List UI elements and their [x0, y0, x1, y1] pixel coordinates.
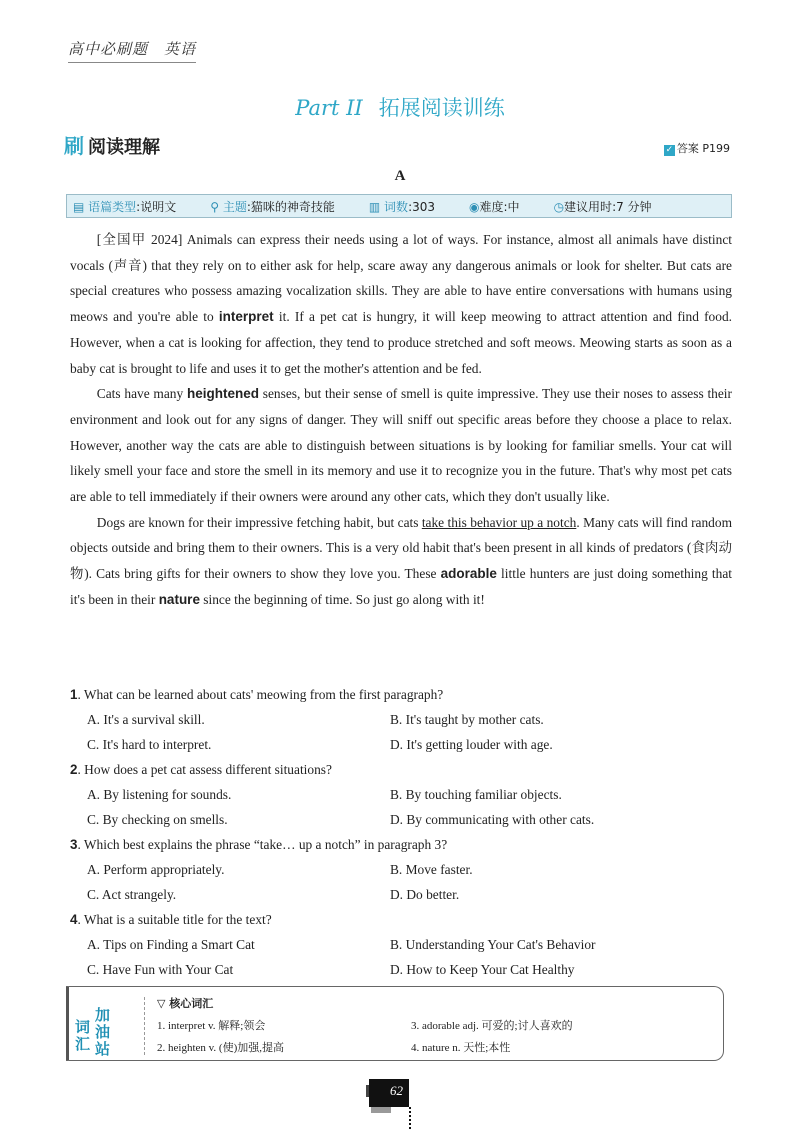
- info-difficulty: [469, 198, 520, 215]
- passage-label: A: [394, 168, 406, 184]
- paragraph-2: [70, 381, 732, 510]
- vocab-item: 4. nature n. 天性;本性: [411, 1042, 511, 1054]
- question-text: . What can be learned about cats' meowing from the first paragraph?: [77, 687, 444, 702]
- info-value: :303: [408, 199, 436, 214]
- vocab-item: 3. adorable adj. 可爱的;讨人喜欢的: [411, 1020, 573, 1032]
- page-decoration: [409, 1107, 411, 1129]
- underlined-phrase: take this behavior up a notch: [421, 514, 577, 530]
- book-header: 高中必刷题 英语: [68, 38, 196, 63]
- option-a[interactable]: A. Perform appropriately.: [87, 862, 225, 877]
- question-number: 4: [70, 912, 78, 927]
- clock-icon: ◷: [553, 199, 565, 214]
- question-number: 2: [70, 762, 78, 777]
- vocab-title-text: 核心词汇: [169, 997, 214, 1010]
- text: Cats have many: [96, 386, 187, 402]
- keyword: heightened: [186, 386, 259, 402]
- info-value: :7 分钟: [612, 199, 652, 214]
- question-3: [70, 832, 732, 907]
- question-stem: [70, 832, 732, 857]
- text: little hunters are just doing something that it's been in their: [70, 566, 732, 607]
- question-text: . Which best explains the phrase “take… up a notch” in paragraph 3?: [77, 837, 448, 852]
- info-label: 难度: [479, 199, 504, 214]
- option-c[interactable]: C. It's hard to interpret.: [87, 737, 212, 752]
- option-b[interactable]: B. Move faster.: [390, 862, 473, 877]
- search-icon: ⚲: [210, 199, 223, 214]
- question-number: 3: [70, 837, 78, 852]
- option-a[interactable]: A. It's a survival skill.: [87, 712, 205, 727]
- passage-info-bar: [66, 194, 732, 218]
- option-d[interactable]: D. How to Keep Your Cat Healthy: [390, 962, 575, 977]
- info-label: 词数: [384, 199, 409, 214]
- answer-reference: [664, 140, 730, 156]
- vocab-tag-1: 词汇: [75, 1018, 91, 1053]
- part-number: Part II: [295, 96, 363, 120]
- question-text: . How does a pet cat assess different situations?: [77, 762, 332, 777]
- text: it. If a pet cat is hungry, it will keep meowing to attract attention and find food. However, when a cat is looking for affection, they tend to produce stretched and soft meows. Meowing starts as soon as a baby cat is brought to life and uses it to get the mother's attention and be fed.: [70, 309, 732, 376]
- option-a[interactable]: A. By listening for sounds.: [87, 787, 232, 802]
- question-stem: [70, 757, 732, 782]
- paragraph-3: [70, 510, 732, 613]
- checkmark-icon: ✓: [665, 145, 674, 155]
- question-4: [70, 907, 732, 982]
- option-b[interactable]: B. By touching familiar objects.: [390, 787, 562, 802]
- section-label: 阅读理解: [88, 137, 160, 158]
- vocab-tag-2: 加油站: [95, 1006, 111, 1058]
- part-name: 拓展阅读训练: [378, 96, 505, 120]
- info-label: 语篇类型: [88, 199, 137, 214]
- keyword: interpret: [218, 309, 274, 325]
- chart-icon: ▥: [368, 199, 385, 214]
- section-icon: 刷: [64, 134, 84, 158]
- section-title: [64, 130, 160, 159]
- option-d[interactable]: D. It's getting louder with age.: [390, 737, 553, 752]
- option-b[interactable]: B. It's taught by mother cats.: [390, 712, 544, 727]
- vocab-item: 1. interpret v. 解释;领会: [157, 1020, 266, 1032]
- option-c[interactable]: C. Have Fun with Your Cat: [87, 962, 234, 977]
- difficulty-icon: ◉: [469, 199, 480, 214]
- questions: [70, 682, 732, 982]
- question-stem: [70, 907, 732, 932]
- option-d[interactable]: D. Do better.: [390, 887, 460, 902]
- doc-icon: ▤: [73, 199, 89, 214]
- vocabulary-box: [66, 986, 724, 1061]
- part-title: [0, 92, 800, 122]
- info-value: :猫咪的神奇技能: [246, 199, 335, 214]
- info-type: [73, 198, 176, 215]
- info-label: 建议用时: [564, 199, 613, 214]
- page-number: 62: [369, 1079, 409, 1107]
- paragraph-1: [70, 227, 732, 381]
- info-topic: [210, 198, 335, 215]
- vocab-item: 2. heighten v. (使)加强,提高: [157, 1042, 284, 1054]
- question-1: [70, 682, 732, 757]
- vocab-title: [157, 995, 213, 1011]
- question-number: 1: [70, 687, 78, 702]
- info-label: 主题: [222, 199, 247, 214]
- text: [全国甲 2024] Animals can express their needs using a lot of ways. For instance, almost all animals have distinct vocals (声音) that they rely on to either ask for help, scare away any dangerous animals or look for shelter. But cats are special creatures who possess amazing vocalization skills. They are able to have entire conversations with humans using meows and you're able to: [70, 232, 732, 325]
- info-value: :说明文: [136, 199, 177, 214]
- triangle-icon: ▽: [157, 997, 170, 1010]
- keyword: adorable: [440, 566, 497, 582]
- option-a[interactable]: A. Tips on Finding a Smart Cat: [87, 937, 255, 952]
- answer-page: 答案 P199: [676, 142, 730, 155]
- option-b[interactable]: B. Understanding Your Cat's Behavior: [390, 937, 596, 952]
- reading-passage: [70, 227, 732, 613]
- info-time: [554, 198, 652, 215]
- vocab-tag: [73, 997, 145, 1058]
- option-c[interactable]: C. Act strangely.: [87, 887, 177, 902]
- text: since the beginning of time. So just go along with it!: [199, 591, 485, 607]
- info-value: :中: [503, 199, 520, 214]
- info-wordcount: [369, 198, 435, 215]
- option-c[interactable]: C. By checking on smells.: [87, 812, 228, 827]
- text: Dogs are known for their impressive fetching habit, but cats: [96, 514, 422, 530]
- question-text: . What is a suitable title for the text?: [77, 912, 272, 927]
- keyword: nature: [158, 591, 200, 607]
- question-stem: [70, 682, 732, 707]
- question-2: [70, 757, 732, 832]
- text: senses, but their sense of smell is quite impressive. They use their noses to assess their environment and look out for any signs of danger. They will sniff out specific areas before they choose a place to relax. However, another way the cats are able to distinguish between situations is by looking for familiar smells. Your cat will likely smell your face and store the smell in its memory and use it to recognize you in the future. That's why most pet cats are able to tell immediately if their owners were around any other cats, which they don't usually like.: [70, 386, 732, 505]
- text: . Many cats will find random objects outside and bring them to their owners. This is a very old habit that's been present in all kinds of predators (食肉动物). Cats bring gifts for their owners to show they love you. These: [70, 514, 732, 582]
- option-d[interactable]: D. By communicating with other cats.: [390, 812, 595, 827]
